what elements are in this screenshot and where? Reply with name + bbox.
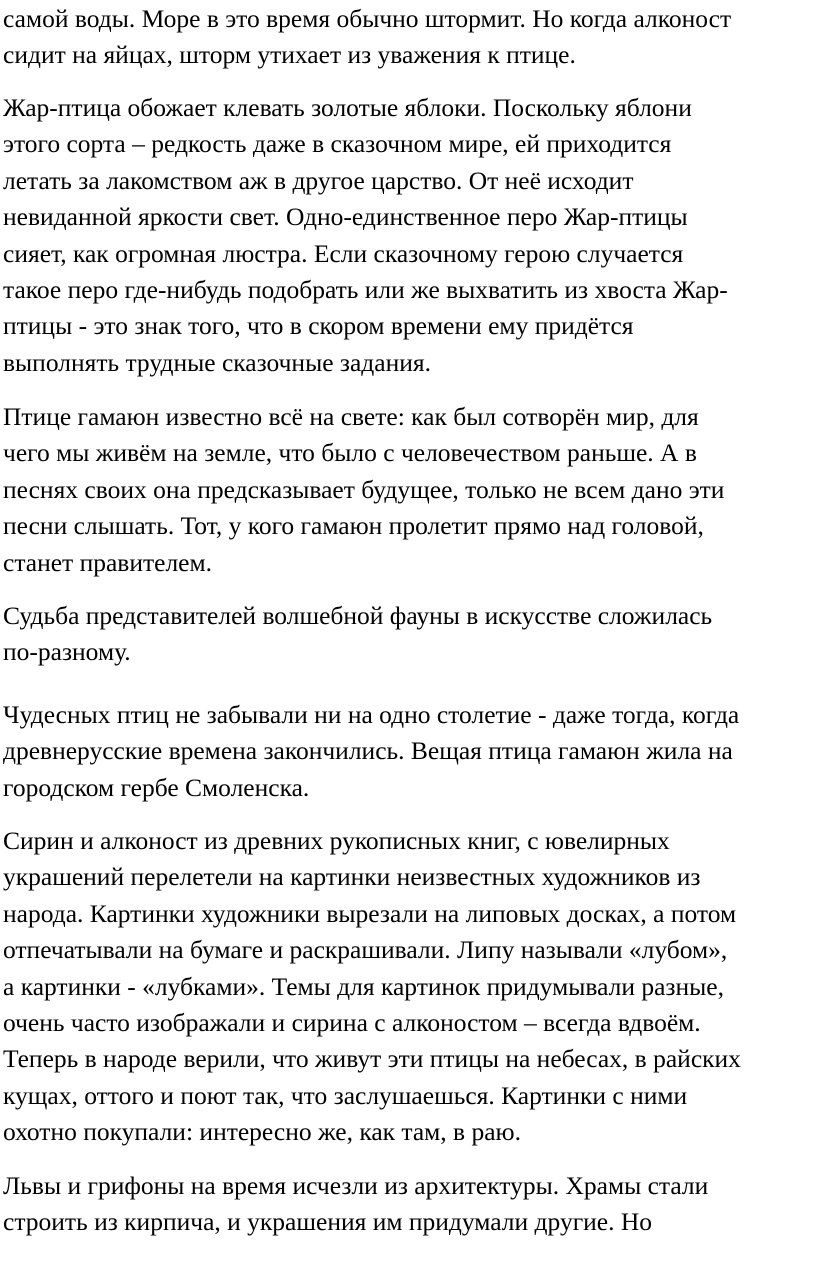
paragraph-gamayun (3, 399, 724, 581)
text-line: такое перо где-нибудь подобрать или же выхватить из хвоста Жар- (3, 275, 728, 305)
paragraph-lubok-pictures (3, 823, 741, 1151)
text-line: станет правителем. (3, 547, 212, 577)
text-line: этого сорта – редкость даже в сказочном мире, ей приходится (3, 129, 672, 159)
text-line: отпечатывали на бумаге и раскрашивали. Липу называли «лубом», (3, 935, 728, 965)
text-line: строить из кирпича, и украшения им придумали другие. Но (3, 1207, 653, 1237)
text-line: Львы и грифоны на время исчезли из архитектуры. Храмы стали (3, 1171, 709, 1200)
text-line: сидит на яйцах, шторм утихает из уважения к птице. (3, 40, 576, 70)
paragraph-fate-of-fauna (3, 598, 712, 671)
text-line: Сирин и алконост из древних рукописных книг, с ювелирных (3, 826, 670, 855)
text-line: Судьба представителей волшебной фауны в искусстве сложилась (3, 601, 713, 630)
text-line: городском гербе Смоленска. (3, 772, 310, 802)
paragraph-lions-griffins (3, 1168, 708, 1241)
text-line: по-разному. (3, 637, 131, 667)
text-line: Птице гамаюн известно всё на свете: как был сотворён мир, для (3, 402, 699, 431)
text-line: очень часто изображали и сирина с алконостом – всегда вдвоём. (3, 1008, 701, 1038)
text-line: песнях своих она предсказывает будущее, только не всем дано эти (3, 474, 725, 504)
text-line: выполнять трудные сказочные задания. (3, 347, 431, 377)
text-line: песни слышать. Тот, у кого гамаюн пролетит прямо над головой, (3, 511, 704, 541)
text-line: чего мы живём на земле, что было с человечеством раньше. А в (3, 438, 697, 468)
text-line: древнерусские времена закончились. Вещая птица гамаюн жила на (3, 736, 733, 766)
text-line: летать за лакомством аж в другое царство. От неё исходит (3, 165, 634, 195)
text-line: охотно покупали: интересно же, как там, в раю. (3, 1117, 521, 1147)
text-line: самой воды. Море в это время обычно штормит. Но когда алконост (3, 4, 732, 33)
text-line: сияет, как огромная люстра. Если сказочному герою случается (3, 238, 684, 268)
paragraph-smolensk-coat-of-arms (3, 697, 739, 806)
paragraph-alkonost-storm (3, 1, 731, 74)
text-line: народа. Картинки художники вырезали на липовых досках, а потом (3, 898, 737, 928)
text-line: Теперь в народе верили, что живут эти птицы на небесах, в райских (3, 1044, 741, 1074)
text-line: а картинки - «лубками». Темы для картинок придумывали разные, (3, 971, 724, 1001)
paragraph-zhar-ptitsa (3, 90, 728, 381)
text-line: птицы - это знак того, что в скором времени ему придётся (3, 311, 634, 341)
text-line: Чудесных птиц не забывали ни на одно столетие - даже тогда, когда (3, 700, 740, 729)
text-line: украшений перелетели на картинки неизвестных художников из (3, 862, 701, 892)
text-line: кущах, оттого и поют так, что заслушаешься. Картинки с ними (3, 1080, 688, 1110)
text-line: невиданной яркости свет. Одно-единственное перо Жар-птицы (3, 202, 688, 232)
text-line: Жар-птица обожает клевать золотые яблоки. Поскольку яблони (3, 93, 692, 122)
